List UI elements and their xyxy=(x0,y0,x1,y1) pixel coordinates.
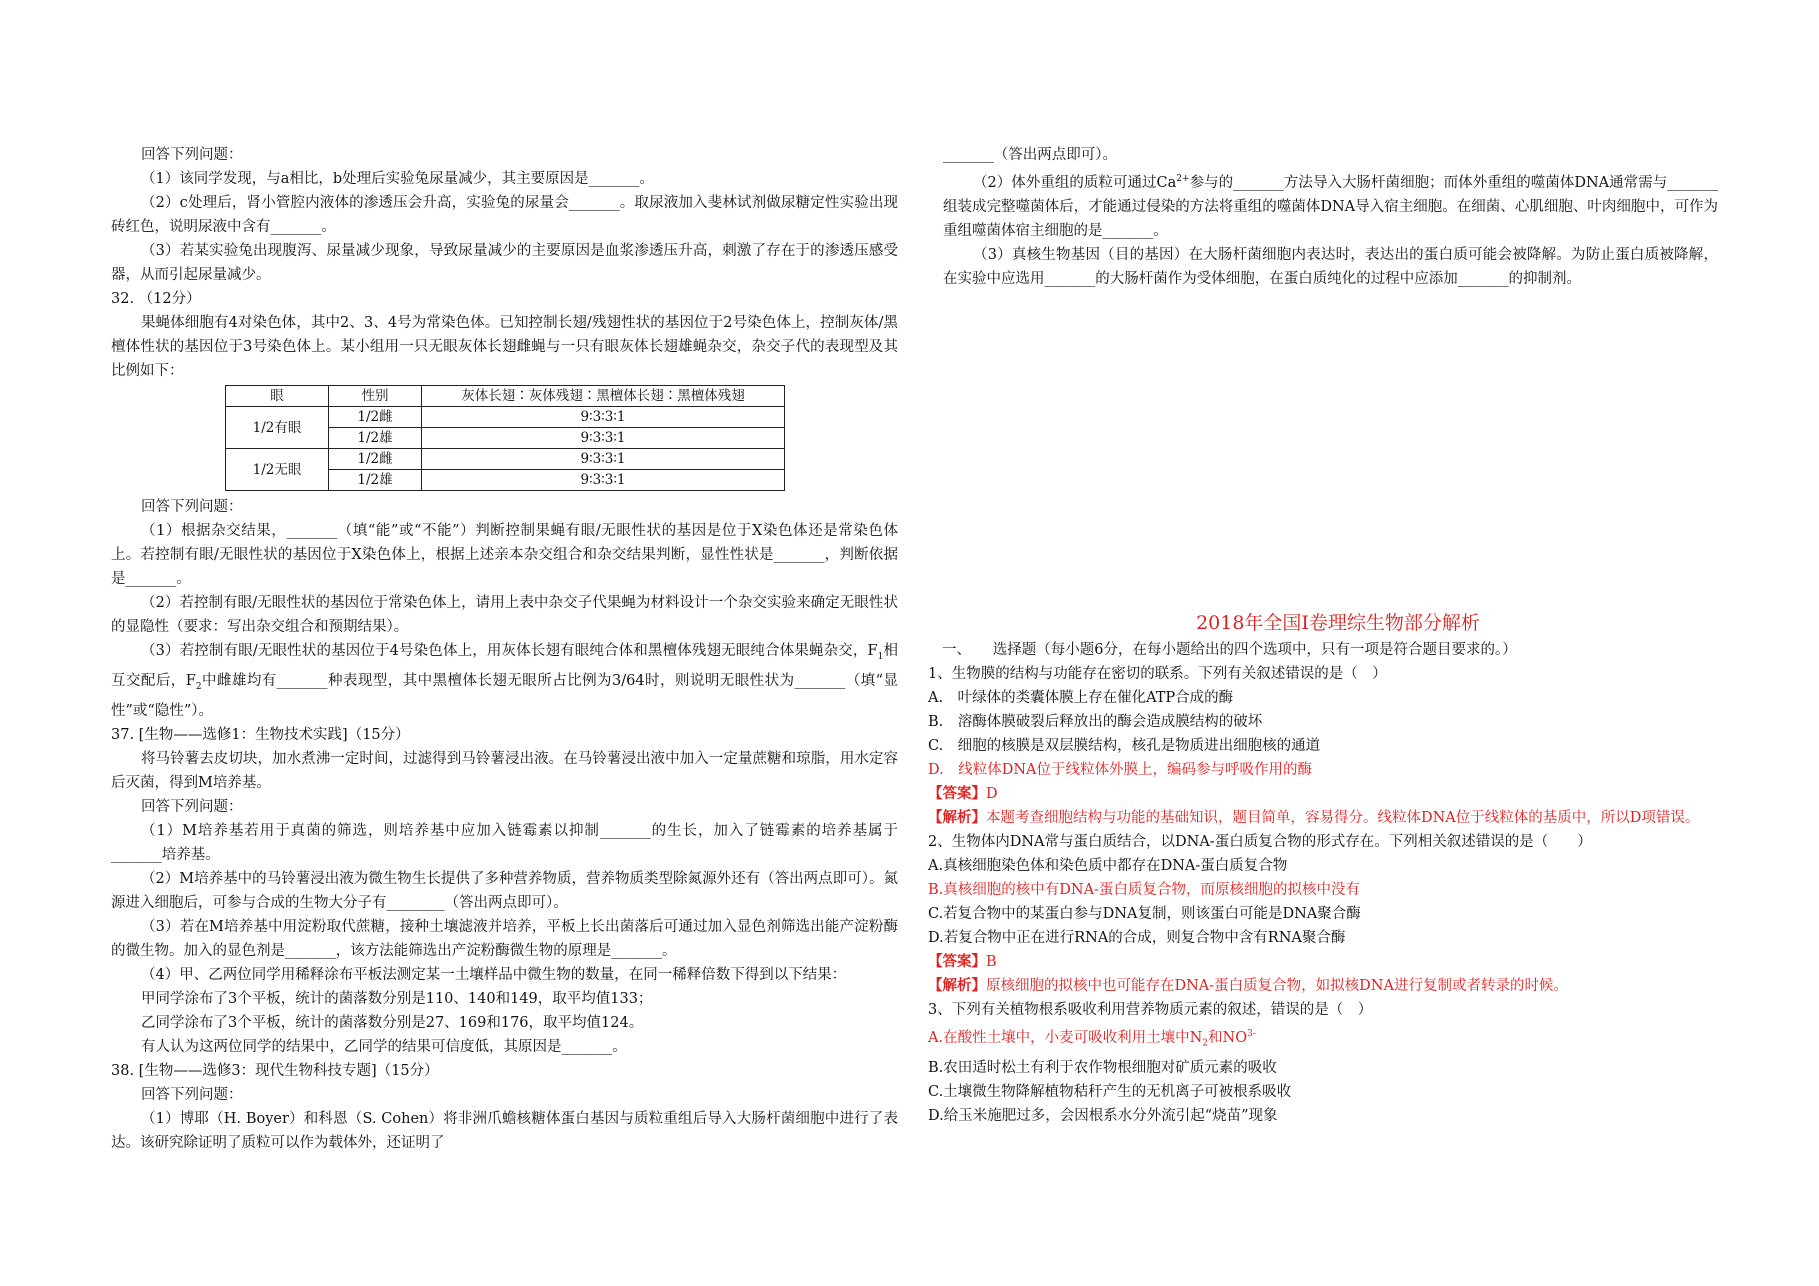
q32-part3-sub2: 2 xyxy=(195,681,202,692)
table-cell-eye: 1/2有眼 xyxy=(226,407,329,449)
q37-part1: （1）M培养基若用于真菌的筛选，则培养基中应加入链霉素以抑制_______的生长，加入了链霉素的培养基属于_______培养基。 xyxy=(111,822,898,863)
q32-part3-sub1: 1 xyxy=(877,651,884,662)
q2-option-d: D.若复合物中正在进行RNA的合成，则复合物中含有RNA聚合酶 xyxy=(928,930,1346,946)
q31-part3: （3）若某实验兔出现腹泻、尿量减少现象，导致尿量减少的主要原因是血浆渗透压升高，刺激了存在于的渗透压感受器，从而引起尿量减少。 xyxy=(111,243,898,283)
q38-part1: （1）博耶（H. Boyer）和科恩（S. Cohen）将非洲爪蟾核糖体蛋白基因与质粒重组后导入大肠杆菌细胞中进行了表达。该研究除证明了质粒可以作为载体外，还证明了 xyxy=(111,1110,898,1151)
table-cell-sex: 1/2雄 xyxy=(329,428,422,449)
table-row xyxy=(226,407,785,428)
q32-answer-lead: 回答下列问题： xyxy=(141,499,243,515)
table-cell-ratio: 9∶3∶3∶1 xyxy=(422,470,785,491)
q37-result-c: 有人认为这两位同学的结果中，乙同学的结果可信度低，其原因是_______。 xyxy=(141,1038,627,1055)
table-row xyxy=(226,449,785,470)
left-column xyxy=(111,143,898,1155)
table-header-sex: 性别 xyxy=(329,386,422,407)
phenotype-table xyxy=(225,385,785,491)
q38-part2-a: （2）体外重组的质粒可通过Ca xyxy=(973,174,1177,191)
q32-part3 xyxy=(111,639,898,723)
q38-heading: 38. [生物——选修3：现代生物科技专题]（15分） xyxy=(111,1062,439,1079)
table-header-row xyxy=(226,386,785,407)
q37-part2: （2）M培养基中的马铃薯浸出液为微生物生长提供了多种营养物质，营养物质类型除氮源外还有（答出两点即可）。氮源进入细胞后，可参与合成的生物大分子有________（答出两点即可）。 xyxy=(111,870,898,911)
q31-lead: 回答下列问题： xyxy=(141,147,243,163)
table-header-eye: 眼 xyxy=(226,386,329,407)
right-column-top xyxy=(943,143,1718,291)
q38-part2 xyxy=(943,167,1718,243)
q3-stem: 3、下列有关植物根系吸收利用营养物质元素的叙述，错误的是（ ） xyxy=(928,1002,1373,1018)
q2-answer-value: B xyxy=(986,954,997,970)
q38-part1-tail: _______（答出两点即可）。 xyxy=(943,147,1117,163)
q32-part2: （2）若控制有眼/无眼性状的基因位于常染色体上，请用上表中杂交子代果蝇为材料设计一个杂交实验来确定无眼性状的显隐性（要求：写出杂交组合和预期结果）。 xyxy=(111,595,898,635)
q2-stem: 2、生物体内DNA常与蛋白质结合，以DNA-蛋白质复合物的形式存在。下列相关叙述错误的是（ ） xyxy=(928,834,1592,850)
q38-part3: （3）真核生物基因（目的基因）在大肠杆菌细胞内表达时，表达出的蛋白质可能会被降解。为防止蛋白质被降解，在实验中应选用_______的大肠杆菌作为受体细胞，在蛋白质纯化的过程中应添加_______的抑制剂。 xyxy=(943,246,1718,287)
table-header-ratio: 灰体长翅∶灰体残翅∶黑檀体长翅∶黑檀体残翅 xyxy=(422,386,785,407)
q1-stem: 1、生物膜的结构与功能存在密切的联系。下列有关叙述错误的是（ ） xyxy=(928,666,1387,682)
q37-heading: 37. [生物——选修1：生物技术实践]（15分） xyxy=(111,726,410,743)
q38-part2-b: 参与的_______方法导入大肠杆菌细胞；而体外重组的噬菌体DNA通常需与_______组装成完整噬菌体后，才能通过侵染的方法将重组的噬菌体DNA导入宿主细胞。在细菌、心肌细胞、叶肉细胞中，可作为重组噬菌体宿主细胞的是_______。 xyxy=(943,174,1718,239)
table-cell-sex: 1/2雌 xyxy=(329,407,422,428)
page-title: 2018年全国Ⅰ卷理综生物部分解析 xyxy=(1196,612,1480,634)
table-cell-ratio: 9∶3∶3∶1 xyxy=(422,449,785,470)
q31-part1: （1）该同学发现，与a相比，b处理后实验兔尿量减少，其主要原因是_______。 xyxy=(141,171,654,187)
q3-option-c: C.土壤微生物降解植物秸秆产生的无机离子可被根系吸收 xyxy=(928,1083,1292,1100)
q1-option-b: B. 溶酶体膜破裂后释放出的酶会造成膜结构的破坏 xyxy=(928,714,1263,730)
q3-option-a-correct xyxy=(928,1022,1718,1056)
q37-lead: 回答下列问题： xyxy=(141,798,243,815)
answer-label: 【答案】 xyxy=(928,953,986,970)
analysis-label: 【解析】 xyxy=(928,977,986,994)
q2-answer xyxy=(928,950,1718,974)
q3-option-a-text2: 和NO xyxy=(1208,1029,1248,1046)
q3-option-d: D.给玉米施肥过多，会因根系水分外流引起“烧苗”现象 xyxy=(928,1107,1278,1124)
q37-result-a: 甲同学涂布了3个平板，统计的菌落数分别是110、140和149，取平均值133； xyxy=(141,990,653,1007)
q3-option-a-sub: 2 xyxy=(1202,1038,1209,1049)
q1-answer-value: D xyxy=(986,786,998,802)
q1-analysis-text: 本题考查细胞结构与功能的基础知识，题目简单，容易得分。线粒体DNA位于线粒体的基质中，所以D项错误。 xyxy=(986,810,1700,826)
q2-option-b-correct: B.真核细胞的核中有DNA-蛋白质复合物，而原核细胞的拟核中没有 xyxy=(928,882,1360,898)
q1-option-c: C. 细胞的核膜是双层膜结构，核孔是物质进出细胞核的通道 xyxy=(928,738,1321,754)
q37-result-b: 乙同学涂布了3个平板，统计的菌落数分别是27、169和176，取平均值124。 xyxy=(141,1014,644,1031)
q37-part4: （4）甲、乙两位同学用稀释涂布平板法测定某一土壤样品中微生物的数量，在同一稀释倍数下得到以下结果： xyxy=(141,966,847,983)
section-heading: 一、 选择题（每小题6分，在每小题给出的四个选项中，只有一项是符合题目要求的。） xyxy=(942,642,1517,658)
q1-option-a: A. 叶绿体的类囊体膜上存在催化ATP合成的酶 xyxy=(928,690,1234,706)
q2-analysis-text: 原核细胞的拟核中也可能存在DNA-蛋白质复合物，如拟核DNA进行复制或者转录的时候。 xyxy=(986,978,1568,994)
q2-option-a: A.真核细胞染色体和染色质中都存在DNA-蛋白质复合物 xyxy=(928,858,1288,874)
q3-option-b: B.农田适时松土有利于农作物根细胞对矿质元素的吸收 xyxy=(928,1059,1277,1076)
q3-option-a-text: A.在酸性土壤中，小麦可吸收利用土壤中N xyxy=(928,1029,1203,1046)
table-cell-ratio: 9∶3∶3∶1 xyxy=(422,428,785,449)
table-cell-eye: 1/2无眼 xyxy=(226,449,329,491)
q32-part3-a: （3）若控制有眼/无眼性状的基因位于4号染色体上，用灰体长翅有眼纯合体和黑檀体残翅无眼纯合体果蝇杂交，F xyxy=(141,643,878,659)
q2-analysis xyxy=(928,974,1718,998)
table-cell-sex: 1/2雌 xyxy=(329,449,422,470)
answer-label: 【答案】 xyxy=(928,785,986,802)
q32-part1: （1）根据杂交结果，_______（填“能”或“不能”）判断控制果蝇有眼/无眼性状的基因是位于X染色体还是常染色体上。若控制有眼/无眼性状的基因位于X染色体上，根据上述亲本杂交组合和杂交结果判断，显性性状是_______，判断依据是_______。 xyxy=(111,523,898,587)
q38-lead: 回答下列问题： xyxy=(141,1086,243,1103)
q37-intro: 将马铃薯去皮切块，加水煮沸一定时间，过滤得到马铃薯浸出液。在马铃薯浸出液中加入一定量蔗糖和琼脂，用水定容后灭菌，得到M培养基。 xyxy=(111,750,898,791)
q37-part3: （3）若在M培养基中用淀粉取代蔗糖，接种土壤滤液并培养，平板上长出菌落后可通过加入显色剂筛选出能产淀粉酶的微生物。加入的显色剂是_______，该方法能筛选出产淀粉酶微生物的原理是_______。 xyxy=(111,918,898,959)
q38-part2-sup: 2+ xyxy=(1176,174,1190,184)
q1-option-d-correct: D. 线粒体DNA位于线粒体外膜上，编码参与呼吸作用的酶 xyxy=(928,762,1313,778)
q32-part3-c: 中雌雄均有_______种表现型，其中黑檀体长翅无眼所占比例为3/64时，则说明无眼性状为_______（填“显性”或“隐性”）。 xyxy=(111,672,898,719)
q1-answer xyxy=(928,782,1718,806)
table-cell-sex: 1/2雄 xyxy=(329,470,422,491)
q1-analysis xyxy=(928,806,1718,830)
answer-analysis-section xyxy=(928,608,1718,1128)
q3-option-a-sup: 3- xyxy=(1247,1029,1256,1039)
q2-option-c: C.若复合物中的某蛋白参与DNA复制，则该蛋白可能是DNA聚合酶 xyxy=(928,906,1361,922)
table-cell-ratio: 9∶3∶3∶1 xyxy=(422,407,785,428)
q32-intro: 果蝇体细胞有4对染色体，其中2、3、4号为常染色体。已知控制长翅/残翅性状的基因位于2号染色体上，控制灰体/黑檀体性状的基因位于3号染色体上。某小组用一只无眼灰体长翅雌蝇与一只有眼灰体长翅雄蝇杂交，杂交子代的表现型及其比例如下： xyxy=(111,315,898,379)
q32-part3-b: 相互交配后，F xyxy=(111,643,899,689)
q32-heading: 32. （12分） xyxy=(111,291,201,307)
q31-part2: （2）c处理后，肾小管腔内液体的渗透压会升高，实验兔的尿量会_______。取尿液加入斐林试剂做尿糖定性实验出现砖红色，说明尿液中含有_______。 xyxy=(111,195,898,235)
analysis-label: 【解析】 xyxy=(928,809,986,826)
